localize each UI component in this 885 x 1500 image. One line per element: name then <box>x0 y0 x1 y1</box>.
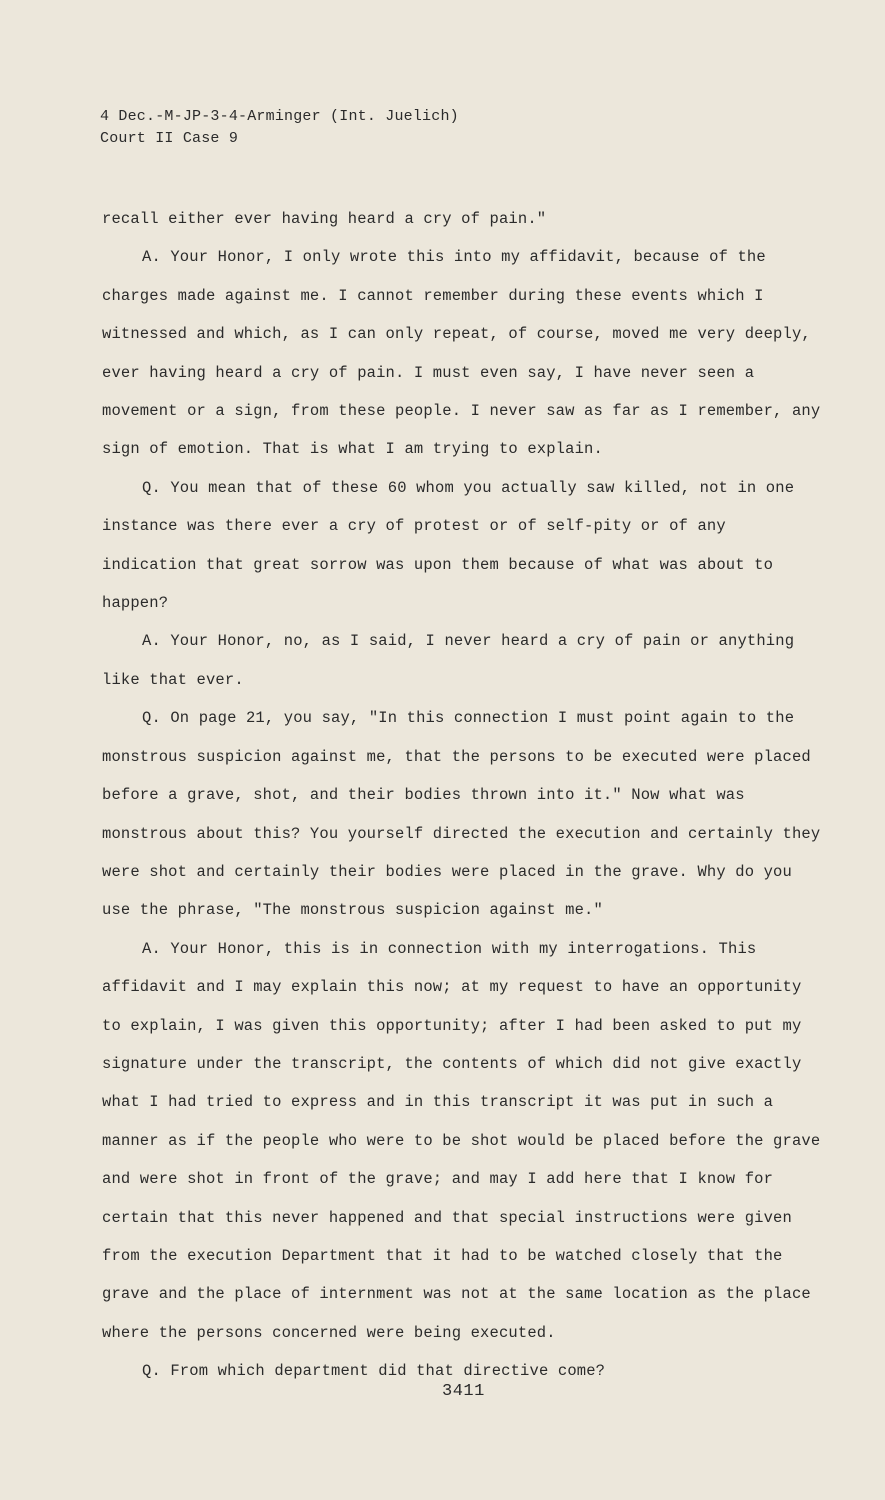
paragraph-answer: A. Your Honor, I only wrote this into my affidavit, because of the charges made against me. I cannot remember during these events which I witnessed and which, as I can only repeat, of course, moved me very deeply, ever having heard a cry of pain. I must even say, I have never seen a movement or a sign, from these people. I never saw as far as I remember, any sign of emotion. That is what I am trying to explain. <box>102 248 821 459</box>
document-header <box>100 106 459 150</box>
paragraph-question: Q. You mean that of these 60 whom you actually saw killed, not in one instance was there ever a cry of protest or of self-pity or of any indication that great sorrow was upon them because of what was about to happen? <box>102 478 795 613</box>
transcript-body <box>102 200 827 1391</box>
paragraph-answer: A. Your Honor, this is in connection with my interrogations. This affidavit and I may explain this now; at my request to have an opportunity to explain, I was given this opportunity; after I had been asked to put my signature under the transcript, the contents of which did not give exactly what I had tried to express and in this transcript it was put in such a manner as if the people who were to be shot would be placed before the grave and were shot in front of the grave; and may I add here that I know for certain that this never happened and that special instructions were given from the execution Department that it had to be watched closely that the grave and the place of internment was not at the same location as the place where the persons concerned were being executed. <box>102 939 821 1342</box>
paragraph-question: Q. From which department did that directive come? <box>142 1362 606 1381</box>
paragraph-answer: A. Your Honor, no, as I said, I never heard a cry of pain or anything like that ever. <box>102 632 795 689</box>
page-number: 3411 <box>442 1382 485 1401</box>
paragraph-question: Q. On page 21, you say, "In this connection I must point again to the monstrous suspicion against me, that the persons to be executed were placed before a grave, shot, and their bodies thrown into it." Now what was monstrous about this? You yourself directed the execution and certainly they were shot and certainly their bodies were placed in the grave. Why do you use the phrase, "The monstrous suspicion against me." <box>102 709 821 920</box>
header-court-line: Court II Case 9 <box>100 130 239 147</box>
paragraph-continuation: recall either ever having heard a cry of pain." <box>102 210 547 228</box>
header-reference-line: 4 Dec.-M-JP-3-4-Arminger (Int. Juelich) <box>100 108 459 125</box>
